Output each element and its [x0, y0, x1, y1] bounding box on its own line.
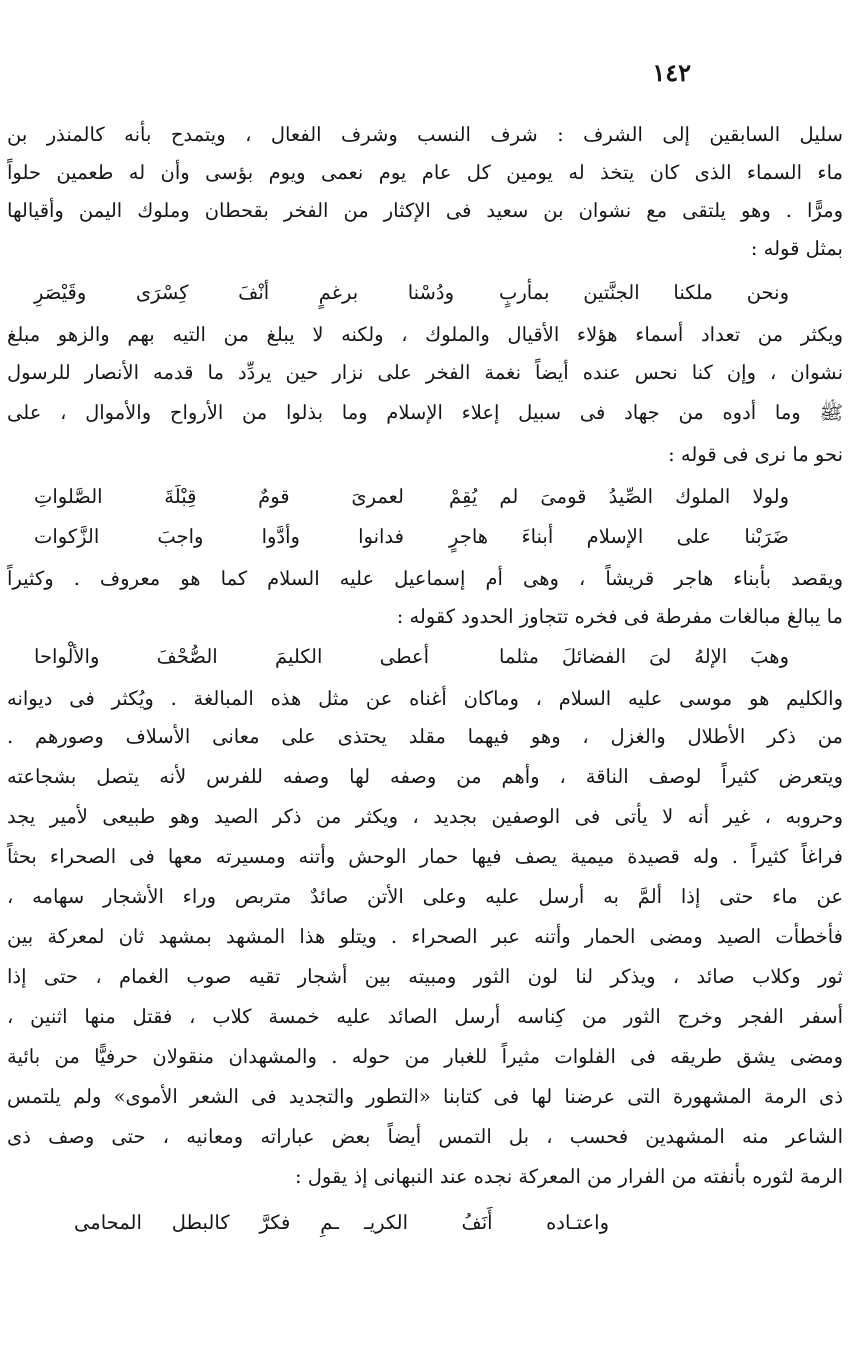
text-line: من ذكر الأطلال والغزل ، وهو فيهما مقلد يحتذى على معانى الأسلاف وصورهم . [7, 725, 843, 748]
verse-hemistich-second: فدانوا وأدَّوا واجبَ الزَّكوات [34, 525, 404, 548]
text-line: الشاعر منه المشهدين فحسب ، بل التمس أيضاً بعض عباراته ومعانيه ، حتى وصف ذى [7, 1125, 843, 1148]
text-line: نحو ما نرى فى قوله : [668, 443, 843, 466]
text-line: عن ماء حتى إذا ألمَّ به أرسل عليه وعلى الأتن صائدٌ متربص وراء الأشجار سهامه ، [7, 885, 843, 908]
verse-hemistich-first: ونحن ملكنا الجنَّتين بمأربٍ [499, 281, 789, 304]
text-line: ويتعرض كثيراً لوصف الناقة ، وأهم من وصفه لها وصفه للفرس لأنه يتصل بشجاعته [7, 765, 843, 788]
text-line: ذى الرمة المشهورة التى عرضنا لها فى كتابنا «التطور والتجديد فى الشعر الأموى» ولم يلتمس [7, 1085, 843, 1108]
text-line: والكليم هو موسى عليه السلام ، وماكان أغناه عن مثل هذه المبالغة . ويُكثر فى ديوانه [7, 687, 843, 710]
text-line: سليل السابقين إلى الشرف : شرف النسب وشرف الفعال ، ويتمدح بأنه كالمنذر بن [7, 123, 843, 146]
text-line: الرمة لثوره بأنفته من الفرار من المعركة نجده عند النبهانى إذ يقول : [294, 1165, 843, 1188]
verse-hemistich-first: ولولا الملوك الصِّيدُ قومىَ لم يُقِمْ [449, 485, 789, 508]
verse-hemistich-second: ودُسْنا برغمٍ أنْفَ كِسْرَى وقَيْصَرِ [34, 281, 454, 304]
text-line: ويقصد بأبناء هاجر قريشاً ، وهى أم إسماعيل عليه السلام كما هو معروف . وكثيراً [7, 567, 843, 590]
verse-hemistich-second: لعمرىَ قومٌ قِبْلَةَ الصَّلواتِ [34, 485, 404, 508]
text-line: ماء السماء الذى كان يتخذ له يومين كل عام يوم نعمى ويوم بؤسى وأن له طعمين حلواً [7, 161, 843, 184]
verse-hemistich-second: ـمِ فكرَّ كالبطل المحامى [74, 1211, 339, 1234]
text-line: نشوان ، وإن كنا نحس عنده أيضاً نغمة الفخر على نزار حين يردِّد ما قدمه الأنصار للرسول [7, 361, 843, 384]
text-line: ومرًّا . وهو يلتقى مع نشوان بن سعيد فى الإكثار من الفخر بقحطان وملوك اليمن وأقيالها [7, 199, 843, 222]
text-line: فراغاً كثيراً . وله قصيدة ميمية يصف فيها حمار الوحش وأتنه ومسيرته معها فى الصحراء بحثاً [7, 845, 843, 868]
text-line: فأخطأت الصيد ومضى الحمار وأتنه عبر الصحراء . ويتلو هذا المشهد بمشهد ثان لمعركة بين [7, 925, 843, 948]
verse-hemistich-first: ضَرَبْنا على الإسلام أبناءَ هاجرٍ [449, 525, 789, 548]
text-line: وحروبه ، غير أنه لا يأتى فى الوصفين بجديد ، ويكثر من ذكر الصيد وهو طبيعى لأمير يجد [7, 805, 843, 828]
text-line: ومضى يشق طريقه فى الفلوات مثيراً للغبار من حوله . والمشهدان منقولان حرفيًّا من بائية [7, 1045, 843, 1068]
page-number: ١٤٢ [652, 58, 691, 87]
text-line: أسفر الفجر وخرج الثور من كِناسه أرسل الصائد عليه خمسة كلاب ، فقتل منها اثنين ، [7, 1005, 843, 1028]
text-line: ثور وكلاب صائد ، ويذكر لنا لون الثور ومبيته بين أشجار تقيه صوب الغمام ، حتى إذا [7, 965, 843, 988]
verse-hemistich-second: أعطى الكليمَ الصُّحْفَ والألْواحا [34, 645, 429, 668]
verse-hemistich-first: وهبَ الإلهُ لىَ الفضائلَ مثلما [499, 645, 789, 668]
verse-hemistich-first: واعتـاده أَنَفُ الكريـ [364, 1211, 609, 1234]
text-line: ما يبالغ مبالغات مفرطة فى فخره تتجاوز الحدود كقوله : [396, 605, 843, 628]
text-line: ﷺ وما أدوه من جهاد فى سبيل إعلاء الإسلام وما بذلوا من الأرواح والأموال ، على [7, 401, 843, 424]
text-line: بمثل قوله : [750, 237, 843, 260]
text-line: ويكثر من تعداد أسماء هؤلاء الأقيال والملوك ، ولكنه لا يبلغ من التيه بهم والزهو مبلغ [7, 323, 843, 346]
